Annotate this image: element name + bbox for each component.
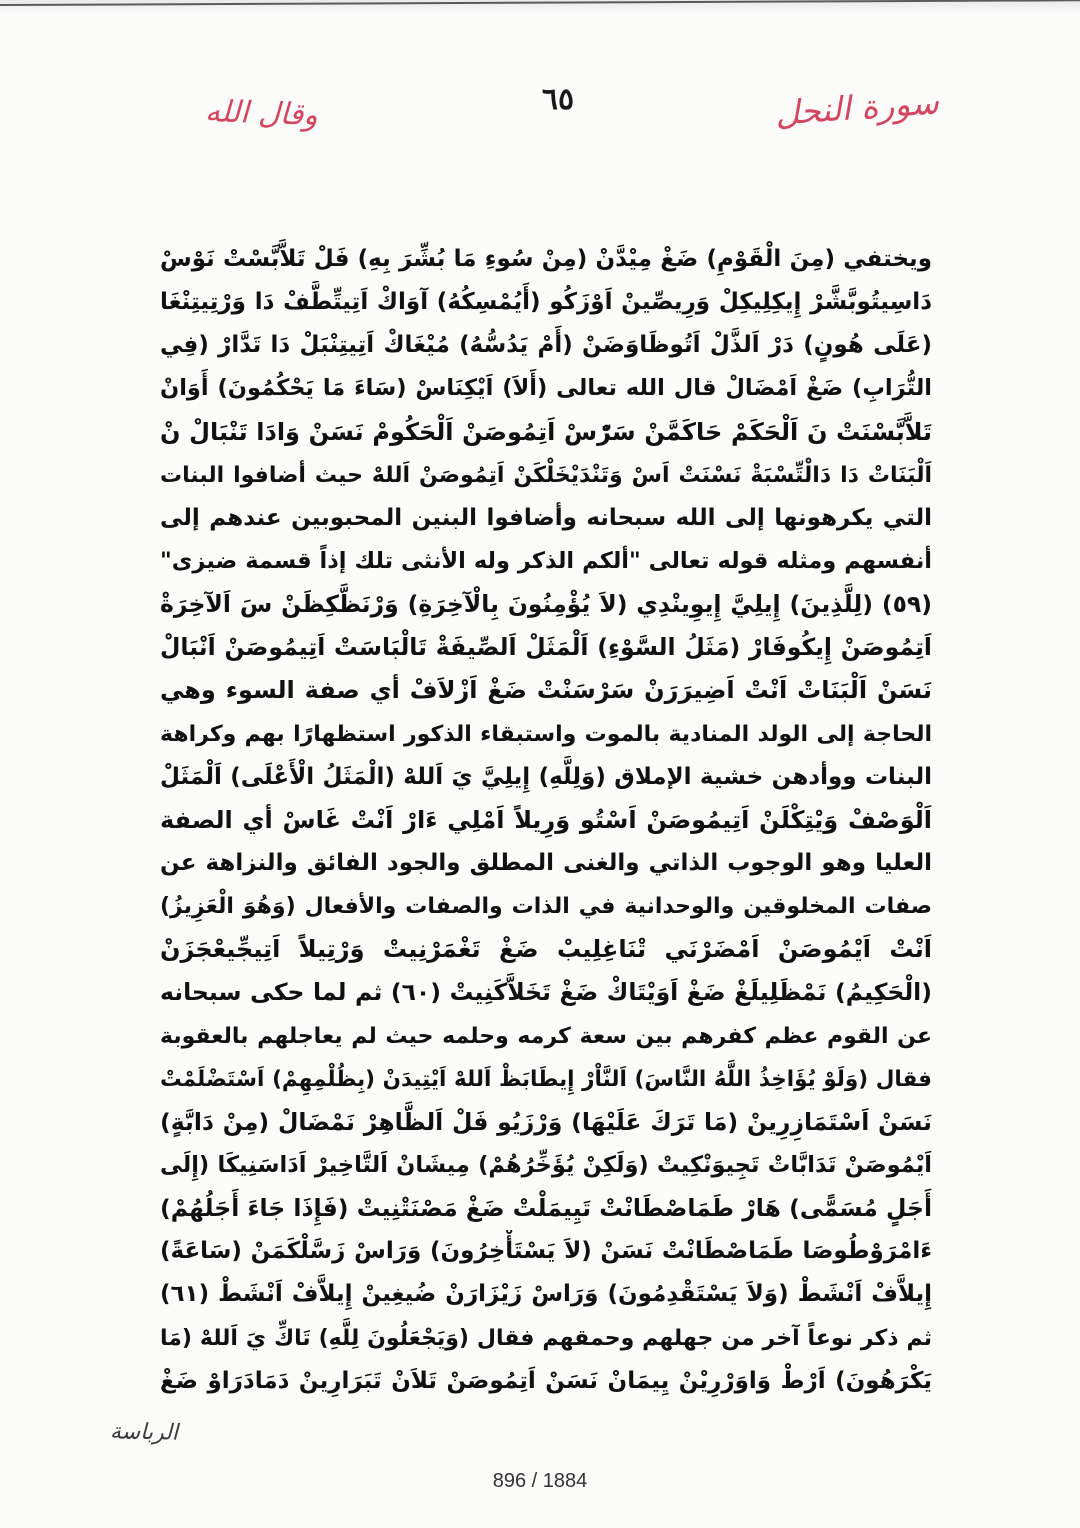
page-number: ٦٥	[541, 82, 575, 117]
text-line: (عَلَى هُونٍ) دَرْ اَلذَّلْ اَتُوظَاوَضَنْ (أَمْ يَدُسُّهُ) مُيْغَاكْ اَتِيتِنْبَلْ دَا تَدَّارْ (فِي	[160, 332, 932, 359]
text-line: أنفسهم ومثله قوله تعالى "ألكم الذكر وله الأنثى تلك إذاً قسمة ضيزى"	[160, 547, 932, 574]
text-line: ثم ذكر نوعاً آخر من جهلهم وحمقهم فقال (وَيَجْعَلُونَ لِلَّهِ) تَاكِّ يَ اَللهْ (مَا	[160, 1325, 932, 1351]
text-line: عن القوم عظم كفرهم بين سعة كرمه وحلمه حيث لم يعاجلهم بالعقوبة	[160, 1023, 932, 1049]
text-line: نَسَنْ اَسْتَمَازِرِينْ (مَا تَرَكَ عَلَيْهَا) وَرْزَيُو فَلْ اَلظَّاهِرْ نَمْضَالْ (مِنْ دَابَّةٍ)	[160, 1107, 932, 1136]
text-line: يَكْرَهُونَ) اَرْطْ وَاوَرْرِيْنْ يِيمَانْ نَسَنْ اَتِمُوصَنْ تَلاَنْ تَبَرَارِينْ دَمَادَرَاوْ ضَغْ	[160, 1367, 932, 1394]
text-line: أَجَلٍ مُسَمًّى) هَارْ طَمَاصْطَانْتْ تَيِيمَلْتْ ضَغْ مَصْنَتْنِيتْ (فَإِذَا جَاءَ أَجَلُهُمْ)	[160, 1194, 932, 1223]
text-line: اَلْبَنَاتْ دَا دَالْتِّسْبَةْ نَسْنَتْ اَسْ وَتَنْدَيْخَلْكَنْ اَتِمُوصَنْ اَللهْ حيث أضافوا البنات	[160, 462, 932, 488]
text-line: (٥٩) (لِلَّذِينَ) إِيلِيَّ إِيوِينْدِي (لاَ يُؤْمِنُونَ بِالْآخِرَةِ) وَرْنَظَّكِظَنْ سَ اَلآخِرَةْ	[160, 590, 932, 619]
text-line: اَتِمُوصَنْ إِيكُوفَارْ (مَثَلُ السَّوْءِ) اَلْمَثَلْ اَلصِّيفَةْ تَالْبَاسَتْ اَتِيمُوصَنْ اَنْبَالْ	[160, 633, 932, 662]
text-line: الحاجة إلى الولد المنادية بالموت واستبقاء الذكور استظهارًا بهم وكراهة	[160, 721, 932, 747]
text-line: اَلْوَصْفْ وَيْتِكْلَنْ اَتِيمُوصَنْ اَسْتُو وَرِيلاً اَمْلِي ءَارْ اَنْتْ غَاسْ أي الصفة	[160, 805, 932, 834]
handwritten-note-bottom: الرباسة	[109, 1419, 179, 1446]
text-line: صفات المخلوقين والوحدانية في الذات والصفات والأفعال (وَهُوَ الْعَزِيزُ)	[160, 894, 932, 920]
text-line: دَاسِيتُوبَّشَّرْ إِيكِلِيكِلْ وَرِيصِّينْ اَوْزَكُو (أَيُمْسِكُهُ) آوَاكْ اَتِيتِّطَّفْ دَا وَرْتِيتِنْغَا	[160, 289, 932, 316]
text-line: التي يكرهونها إلى الله سبحانه وأضافوا البنين المحبوبين عندهم إلى	[160, 504, 932, 531]
page-counter: 896 / 1884	[492, 1470, 588, 1492]
text-line: اَيْمُوصَنْ تَدَابَّاتْ تَجِيوَنْكِيتْ (وَلَكِنْ يُؤَخِّرُهُمْ) مِيشَانْ اَلتَّاخِيرْ اَدَاسَنِيكَا (إِلَى	[160, 1151, 932, 1178]
text-line: اَنْتْ اَيْمُوصَنْ اَمْضَرْنَي تْنَاغِلِيبْ ضَغْ تَغْمَرْنِيتْ وَرْتِيلاً اَتِيجِّيعْجَزَنْ	[160, 935, 932, 964]
text-line: ويختفي (مِنَ الْقَوْمِ) ضَغْ مِيْدَّنْ (مِنْ سُوءِ مَا بُشِّرَ بِهِ) فَلْ تَلاَّبَّسْتْ نَوْسْ	[160, 246, 932, 272]
body-text	[160, 238, 932, 1403]
text-line: البنات ووأدهن خشية الإملاق (وَلِلَّهِ) إِيلِيَّ يَ اَللهْ (الْمَثَلُ الْأَعْلَى) اَلْمَثَلْ	[160, 763, 932, 790]
handwritten-surah-title: سورة النحل	[773, 82, 941, 133]
text-line: (الْحَكِيمُ) نَمْظَلِيلَغْ ضَغْ اَوَيْتَاكْ ضَغْ تَخَلاَّكَنِيتْ (٦٠) ثم لما حكى سبحانه	[160, 978, 932, 1007]
text-line: ءَامْرَوْطُوصَا طَمَاصْطَانْتْ نَسَنْ (لاَ يَسْتَأْخِرُونَ) وَرَاسْ زَسَّلْكَمَنْ (سَاعَةً)	[160, 1238, 932, 1265]
text-line: التُّرَابِ) ضَغْ اَمْضَالْ قال الله تعالى (أَلاَ) اَيْكِنَاسْ (سَاءَ مَا يَحْكُمُونَ) أَوَانْ	[160, 375, 932, 402]
text-line: العليا وهو الوجوب الذاتي والغنى المطلق والجود الفائق والنزاهة عن	[160, 849, 932, 876]
handwritten-note-left: وقال الله	[204, 94, 319, 133]
text-line: نَسَنْ اَلْبَنَاتْ اَنْتْ اَضِيرَرَنْ سَرْسَنْتْ ضَغْ اَزْلاَفْ أي صفة السوء وهي	[160, 676, 932, 705]
text-line: فقال (وَلَوْ يُؤَاخِذُ اللَّهُ النَّاسَ) اَلنَّاْرْ إِيطَابَظْ اَللهْ اَيْتِيدَنْ (بِظُلْمِهِمْ) اَسْتَضْلَمْتْ	[160, 1066, 932, 1092]
text-line: تَلاَّبَّسْنَتْ نَ اَلْحَكَمْ حَاكَمَّنْ سَرّْسْ اَتِمُوصَنْ اَلْحَكُومْ نَسَنْ وَادَا تَنْبَالْ نْ	[160, 417, 932, 446]
text-line: إِيلاَّفْ اَنْشَطْ (وَلاَ يَسْتَقْدِمُونَ) وَرَاسْ زَيْزَارَنْ ضُيغِينْ إِيلاَّفْ اَنْشَطْ (٦١)	[160, 1281, 932, 1308]
